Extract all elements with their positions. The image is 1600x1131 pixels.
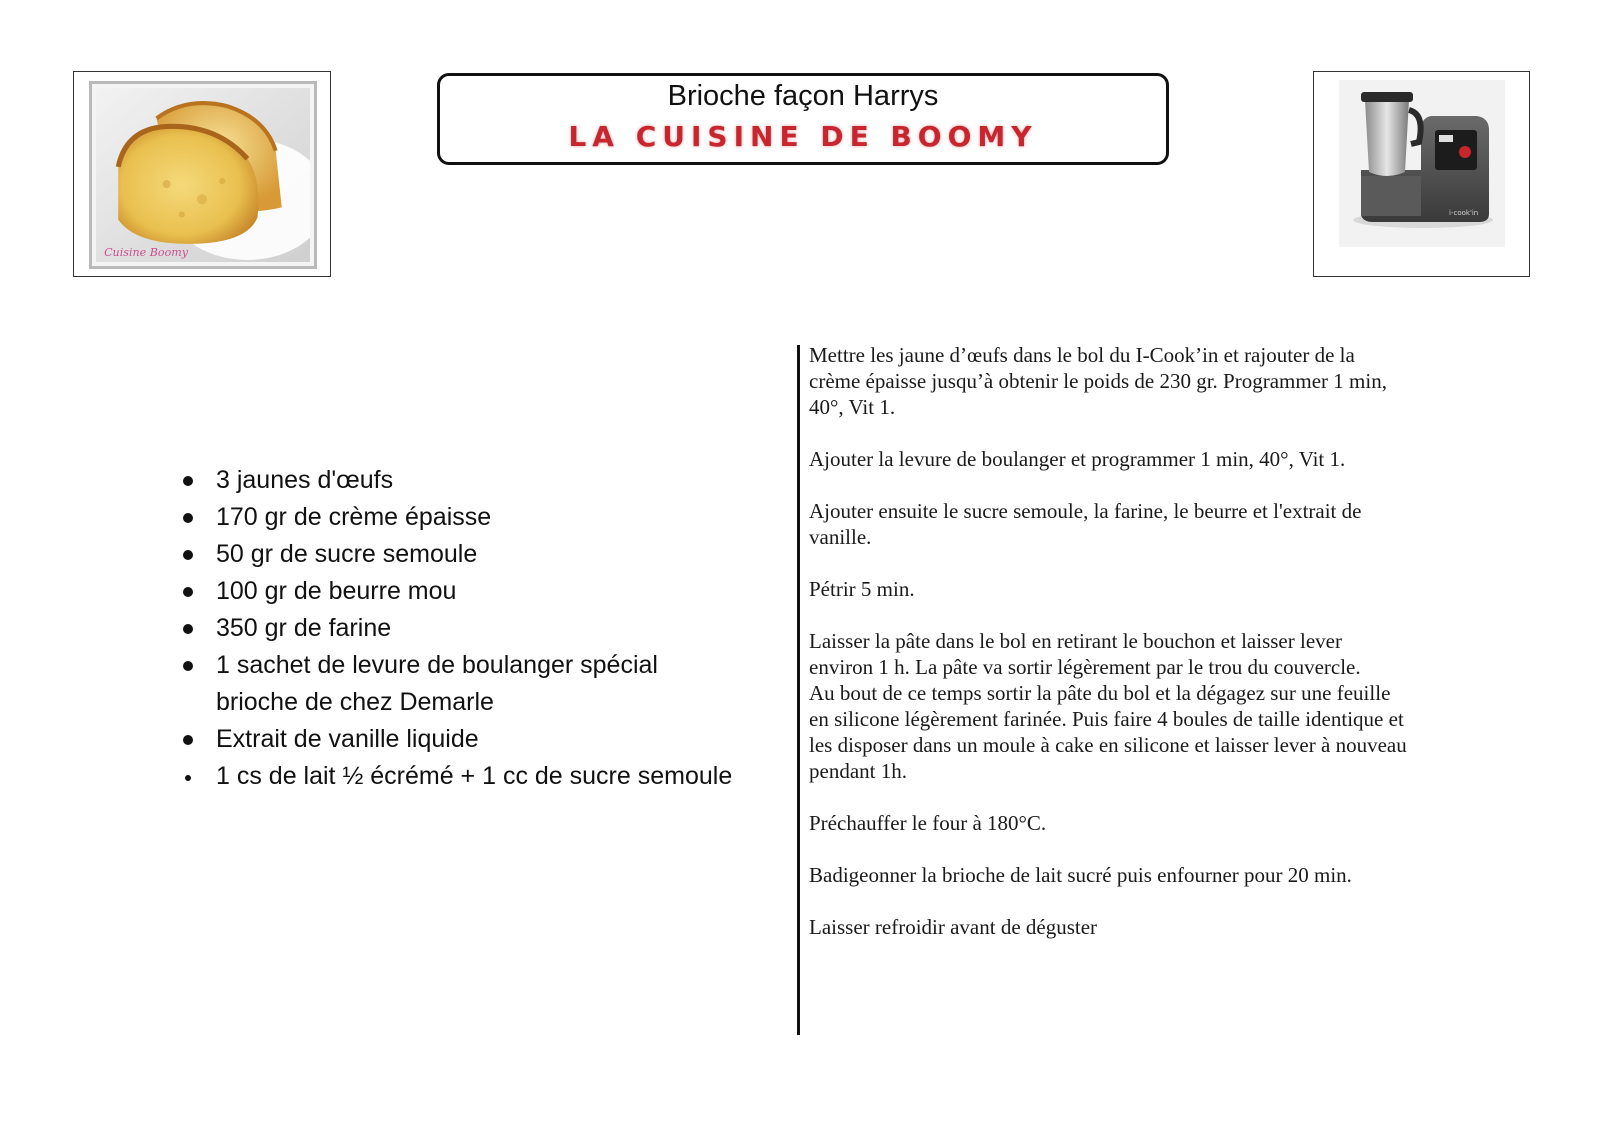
brioche-photo bbox=[89, 81, 317, 269]
step-paragraph: Badigeonner la brioche de lait sucré puis enfourner pour 20 min. bbox=[809, 863, 1352, 887]
brioche-photo-frame bbox=[73, 71, 331, 277]
bullet-icon bbox=[183, 476, 193, 486]
ingredient-item bbox=[180, 573, 780, 610]
cooking-robot-photo bbox=[1339, 80, 1505, 247]
step-paragraph: Laisser refroidir avant de déguster bbox=[809, 915, 1098, 939]
cooking-robot-photo-frame bbox=[1313, 71, 1530, 277]
cooking-robot-icon bbox=[1339, 80, 1505, 247]
ingredient-text: 3 jaunes d'œufs bbox=[216, 466, 394, 494]
ingredient-item bbox=[180, 499, 780, 536]
bullet-icon bbox=[185, 775, 191, 781]
ingredient-text: Extrait de vanille liquide bbox=[216, 725, 479, 753]
ingredient-text: 1 cs de lait ½ écrémé + 1 cc de sucre semoule bbox=[216, 762, 733, 790]
step-paragraph: Mettre les jaune d’œufs dans le bol du I-Cook’in et rajouter de la crème épaisse jusqu’à obtenir le poids de 230 gr. Programmer 1 min, 40°, Vit 1. bbox=[809, 343, 1387, 419]
brioche-photo-icon bbox=[96, 88, 310, 262]
svg-text:i-cook'in: i-cook'in bbox=[1449, 209, 1479, 217]
ingredient-item bbox=[180, 536, 780, 573]
brand-name: LA CUISINE DE BOOMY bbox=[568, 120, 1038, 153]
recipe-title: Brioche façon Harrys bbox=[667, 80, 939, 112]
step-paragraph: Préchauffer le four à 180°C. bbox=[809, 811, 1047, 835]
step-paragraph: Ajouter ensuite le sucre semoule, la farine, le beurre et l'extrait de vanille. bbox=[809, 499, 1362, 549]
ingredients-list bbox=[180, 462, 780, 795]
bullet-icon bbox=[183, 550, 193, 560]
ingredient-text: 170 gr de crème épaisse bbox=[216, 503, 492, 531]
step-paragraph: Pétrir 5 min. bbox=[809, 577, 915, 601]
ingredient-text: 50 gr de sucre semoule bbox=[216, 540, 478, 568]
ingredient-item bbox=[180, 647, 740, 721]
ingredient-item bbox=[180, 758, 780, 795]
bullet-icon bbox=[183, 735, 193, 745]
ingredient-item bbox=[180, 610, 780, 647]
bullet-icon bbox=[183, 587, 193, 597]
ingredient-item bbox=[180, 462, 780, 499]
ingredient-text: 1 sachet de levure de boulanger spécial brioche de chez Demarle bbox=[216, 651, 658, 716]
column-divider bbox=[797, 345, 800, 1035]
bullet-icon bbox=[183, 661, 193, 671]
ingredient-text: 100 gr de beurre mou bbox=[216, 577, 457, 605]
bullet-icon bbox=[183, 513, 193, 523]
title-box bbox=[437, 73, 1169, 165]
preparation-steps bbox=[809, 342, 1407, 966]
ingredient-text: 350 gr de farine bbox=[216, 614, 392, 642]
bullet-icon bbox=[183, 624, 193, 634]
step-paragraph: Ajouter la levure de boulanger et programmer 1 min, 40°, Vit 1. bbox=[809, 447, 1346, 471]
watermark-text: Cuisine Boomy bbox=[104, 245, 189, 259]
step-paragraph: Au bout de ce temps sortir la pâte du bol et la dégagez sur une feuille en silicone légèrement farinée. Puis faire 4 boules de taille identique et les disposer dans un moule à cake en silicone et laisser lever à nouveau pendant 1h. bbox=[809, 681, 1407, 783]
ingredient-item bbox=[180, 721, 780, 758]
step-paragraph: Laisser la pâte dans le bol en retirant le bouchon et laisser lever environ 1 h. La pâte va sortir légèrement par le trou du couvercle. bbox=[809, 629, 1361, 679]
